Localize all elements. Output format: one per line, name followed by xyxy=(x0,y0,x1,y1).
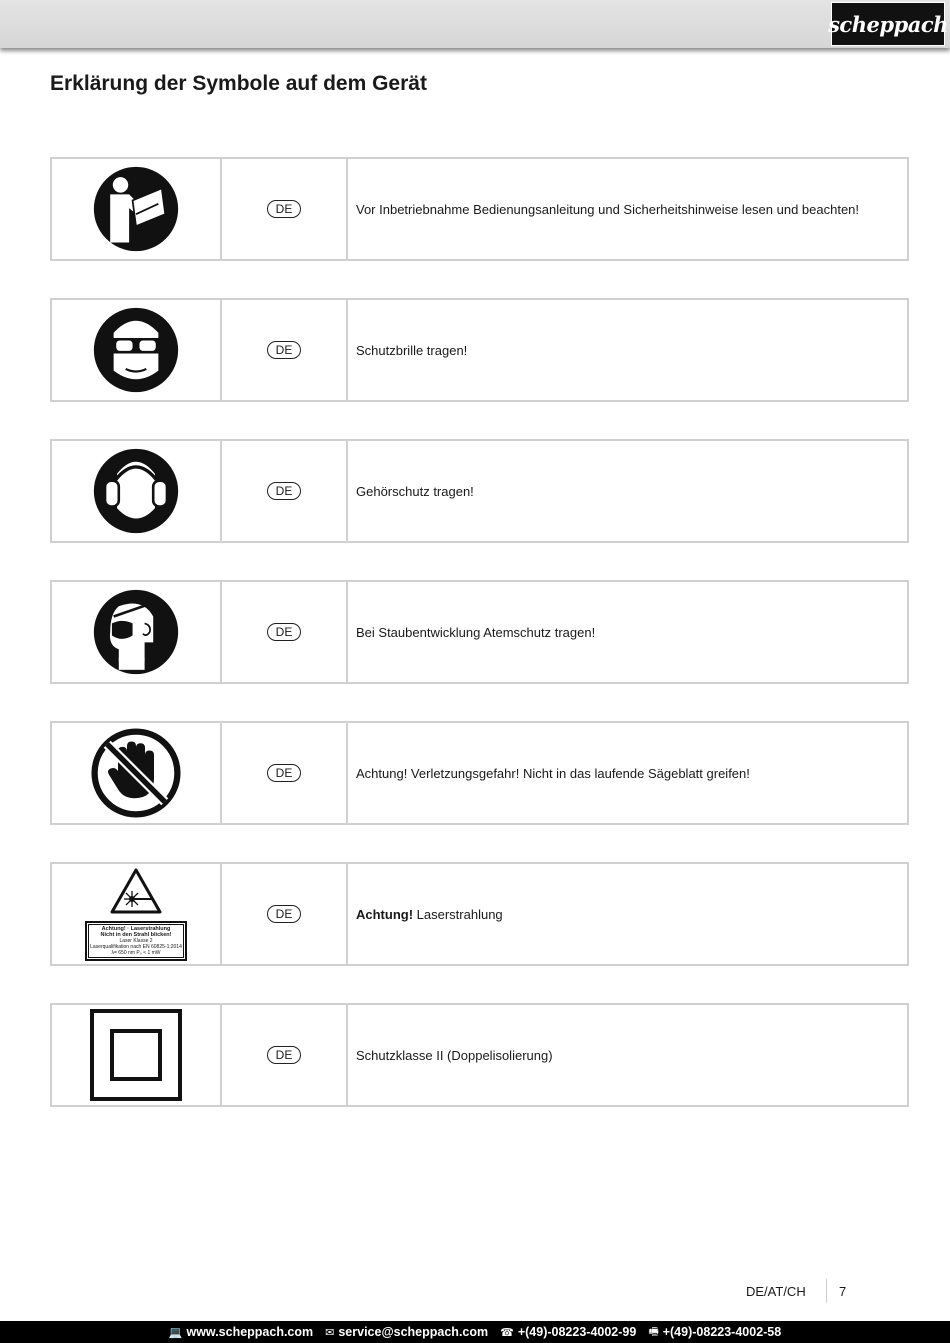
symbol-description-bold: Achtung! xyxy=(356,906,414,922)
symbol-description: Vor Inbetriebnahme Bedienungsanleitung und Sicherheitshinweise lesen und beachten! xyxy=(356,201,860,217)
language-badge: DE xyxy=(267,623,301,641)
region-label: DE/AT/CH xyxy=(746,1284,806,1299)
hearing-protection-icon xyxy=(93,448,179,534)
header-bar xyxy=(0,0,950,48)
symbol-description: Gehörschutz tragen! xyxy=(356,483,474,499)
laser-triangle-icon xyxy=(109,867,163,915)
language-badge: DE xyxy=(267,764,301,782)
symbol-row xyxy=(50,721,909,825)
language-badge: DE xyxy=(267,482,301,500)
symbol-description: Achtung! Verletzungsgefahr! Nicht in das laufende Sägeblatt greifen! xyxy=(356,765,750,781)
language-badge: DE xyxy=(267,905,301,923)
symbol-row xyxy=(50,862,909,966)
language-badge: DE xyxy=(267,200,301,218)
safety-goggles-icon xyxy=(93,307,179,393)
page-number: 7 xyxy=(839,1284,847,1299)
symbol-description: Bei Staubentwicklung Atemschutz tragen! xyxy=(356,624,596,640)
laser-label-line: λ= 650 nm P₀ < 1 mW xyxy=(111,950,161,956)
laser-label-line: Achtung! · Laserstrahlung xyxy=(101,926,171,932)
no-hand-icon xyxy=(91,728,181,818)
phone-icon: ☎ xyxy=(500,1326,514,1339)
symbol-row xyxy=(50,439,909,543)
website-link[interactable]: www.scheppach.com xyxy=(186,1325,314,1339)
email-link[interactable]: service@scheppach.com xyxy=(338,1325,489,1339)
contact-bar xyxy=(0,1321,950,1343)
dust-mask-icon xyxy=(93,589,179,675)
symbol-description: Laserstrahlung xyxy=(413,906,503,922)
symbol-description: Schutzklasse II (Doppelisolierung) xyxy=(356,1047,553,1063)
read-manual-icon xyxy=(93,166,179,252)
symbol-description: Schutzbrille tragen! xyxy=(356,342,468,358)
symbol-row xyxy=(50,157,909,261)
symbol-row xyxy=(50,298,909,402)
computer-icon: 💻 xyxy=(168,1326,183,1339)
symbol-row xyxy=(50,1003,909,1107)
language-badge: DE xyxy=(267,341,301,359)
fax-icon: 🖷 xyxy=(648,1325,659,1338)
page-title: Erklärung der Symbole auf dem Gerät xyxy=(50,72,427,95)
laser-label-line: Nicht in den Strahl blicken! xyxy=(100,932,172,938)
email-icon: ✉ xyxy=(325,1326,335,1339)
laser-info-label xyxy=(85,921,187,961)
footer-divider xyxy=(826,1279,827,1303)
laser-warning-icon xyxy=(85,867,187,961)
laser-label-line: Laserqualifikation nach EN 60825-1:2014 xyxy=(90,944,182,950)
fax-number: +(49)-08223-4002-58 xyxy=(662,1325,782,1339)
scheppach-logo: scheppach xyxy=(831,2,945,46)
language-badge: DE xyxy=(267,1046,301,1064)
protection-class-2-icon xyxy=(90,1009,182,1101)
phone-number: +(49)-08223-4002-99 xyxy=(517,1325,637,1339)
symbol-row xyxy=(50,580,909,684)
laser-label-line: Laser Klasse 2 xyxy=(119,938,153,944)
